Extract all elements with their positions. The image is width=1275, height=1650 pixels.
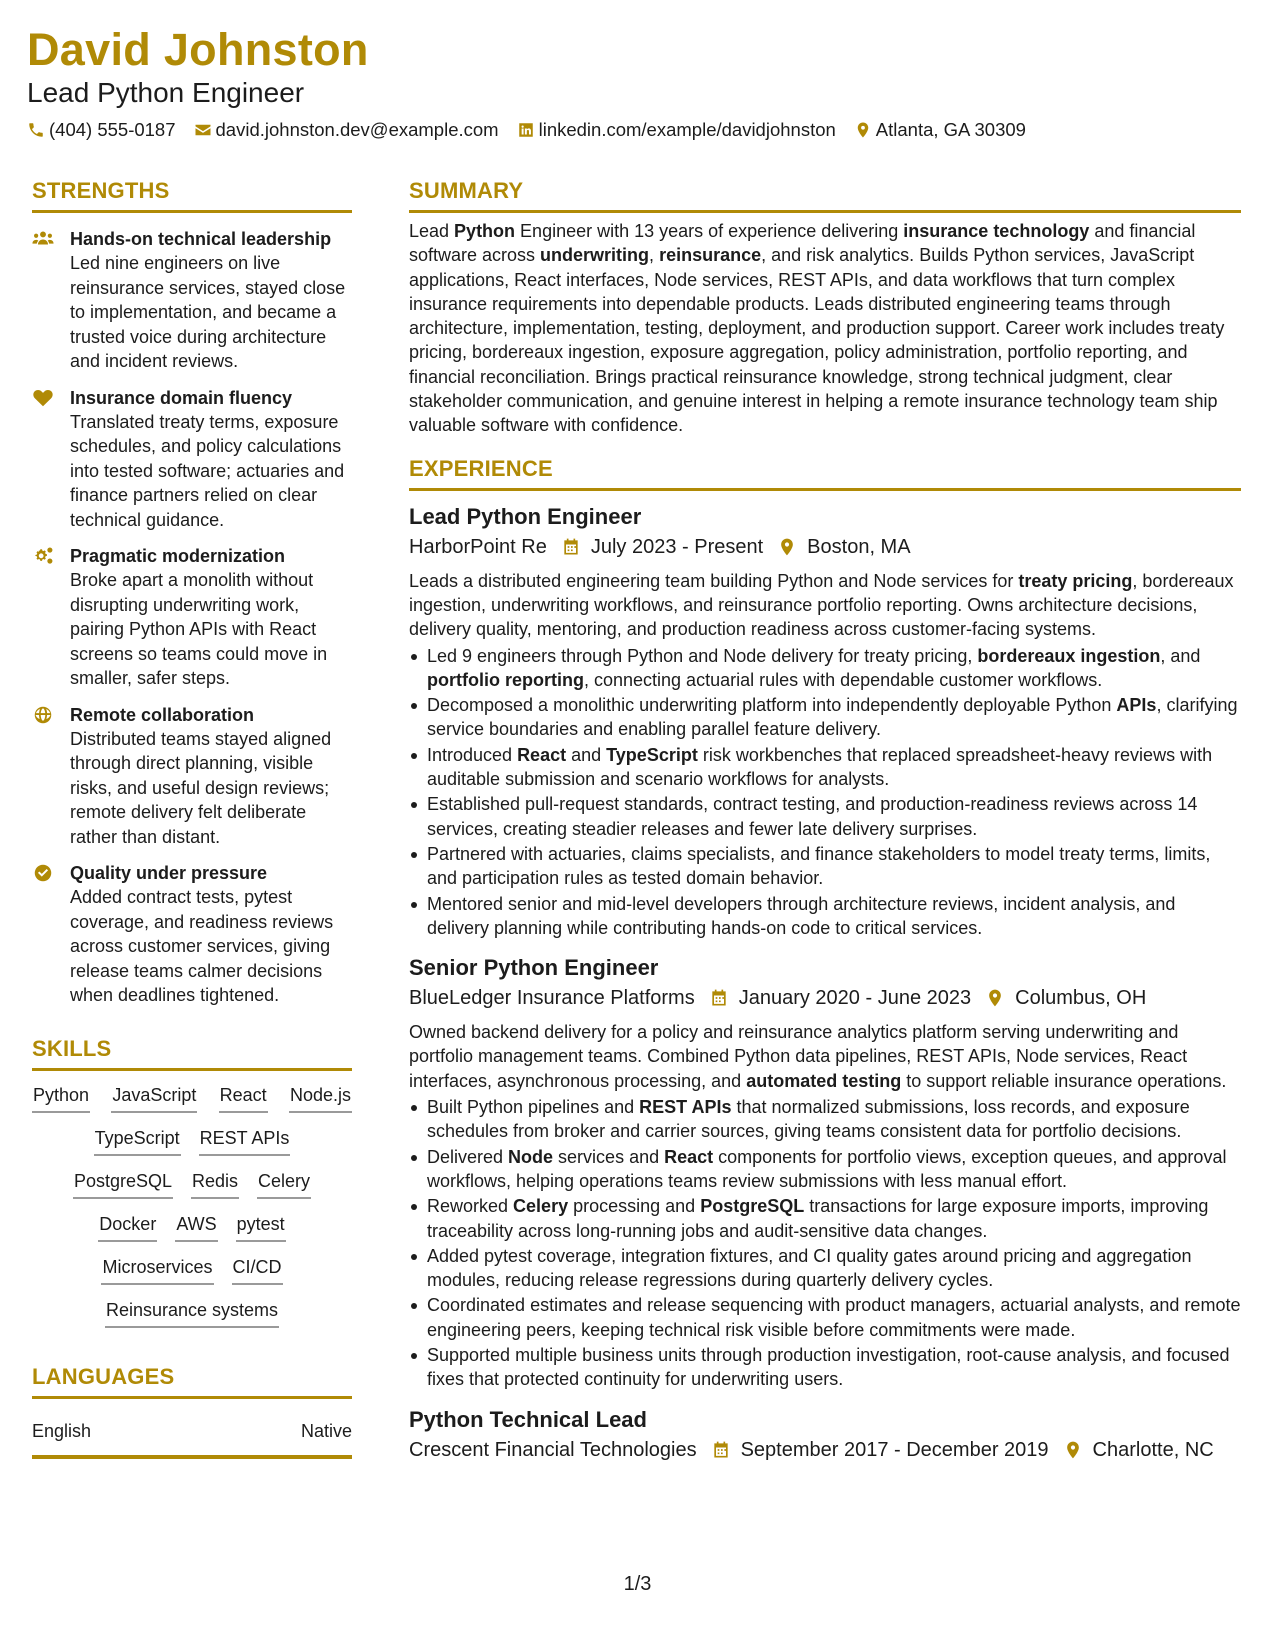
- job-description: Owned backend delivery for a policy and reinsurance analytics platform serving underwriting and portfolio management teams. Combined Python data pipelines, REST APIs, Node services, React interfaces, asynchronous processing, and automated testing to support reliable insurance operations.: [409, 1022, 1227, 1091]
- emphasis-text: automated testing: [746, 1070, 902, 1091]
- skill-tag: Microservices: [101, 1255, 213, 1285]
- job-bullet: Introduced React and TypeScript risk workbenches that replaced spreadsheet-heavy reviews with auditable submission and scenario workflows for analysts.: [409, 743, 1241, 792]
- map-pin-icon: [777, 537, 797, 557]
- emphasis-text: portfolio reporting: [427, 669, 584, 690]
- contact-bar: [27, 118, 1247, 142]
- strengths-heading: STRENGTHS: [32, 178, 170, 203]
- skill-tag: Node.js: [289, 1083, 352, 1113]
- job-bullet: Delivered Node services and React components for portfolio views, exception queues, and approval workflows, helping operations teams review submissions with less manual effort.: [409, 1145, 1241, 1194]
- job-bullet: Reworked Celery processing and PostgreSQL transactions for large exposure imports, improving traceability across long-running jobs and audit-sensitive data changes.: [409, 1194, 1241, 1243]
- experience-heading: EXPERIENCE: [409, 455, 553, 481]
- skill-tag: pytest: [236, 1212, 286, 1242]
- linkedin-icon: [517, 121, 535, 139]
- skill-tag: AWS: [175, 1212, 217, 1242]
- emphasis-text: bordereaux ingestion: [977, 645, 1161, 666]
- summary-text: Lead Python Engineer with 13 years of experience delivering insurance technology and financial software across underwriting, reinsurance, and risk analytics. Builds Python services, JavaScript applications, React interfaces, Node services, REST APIs, and data workflows that turn complex insurance requirements into dependable products. Leads distributed engineering teams through architecture, implementation, testing, deployment, and production support. Career work includes treaty pricing, bordereaux ingestion, exposure aggregation, policy administration, portfolio reporting, and financial reconciliation. Brings practical reinsurance knowledge, strong technical judgment, clear stakeholder communication, and genuine interest in helping a remote insurance technology team ship valuable software with confidence.: [409, 221, 1225, 436]
- emphasis-text: Python: [454, 221, 516, 241]
- job-company: BlueLedger Insurance Platforms: [409, 987, 695, 1010]
- strength-item: [32, 703, 352, 850]
- emphasis-text: Celery: [513, 1196, 569, 1217]
- strength-item: [32, 386, 352, 533]
- job-bullet: Established pull-request standards, contract testing, and production-readiness reviews across 14 services, creating steadier releases and fewer late delivery surprises.: [409, 792, 1241, 841]
- contact-location: [854, 118, 1026, 142]
- envelope-icon: [194, 121, 212, 139]
- jobs-list: [409, 503, 1241, 1464]
- strength-desc: Added contract tests, pytest coverage, and readiness reviews across customer services, giving release teams calmer decisions when deadlines tightened.: [70, 887, 334, 1005]
- language-level: Native: [300, 1420, 352, 1441]
- language-name: English: [32, 1420, 92, 1441]
- skill-tag: PostgreSQL: [73, 1169, 173, 1199]
- language-row: [32, 1419, 352, 1443]
- language-level-bar: [32, 1455, 352, 1459]
- phone-icon: [27, 121, 45, 139]
- candidate-name: David Johnston: [27, 24, 369, 75]
- emphasis-text: React: [517, 744, 567, 765]
- section-divider: [32, 210, 352, 213]
- job-dates: January 2020 - June 2023: [738, 987, 972, 1010]
- skill-tag: Redis: [191, 1169, 239, 1199]
- job-meta: [409, 984, 1241, 1012]
- calendar-icon: [711, 1440, 731, 1460]
- calendar-icon: [709, 988, 729, 1008]
- strengths-section: [32, 176, 352, 1008]
- summary-section: [409, 176, 1241, 438]
- check-circle-icon: [32, 863, 54, 883]
- skill-tag: React: [219, 1083, 268, 1113]
- emphasis-text: treaty pricing: [1018, 570, 1133, 591]
- job-location: Boston, MA: [807, 535, 911, 558]
- strength-desc: Distributed teams stayed aligned through direct planning, visible risks, and useful design reviews; remote delivery felt deliberate rather than distant.: [70, 728, 332, 847]
- strength-desc: Led nine engineers on live reinsurance services, stayed close to implementation, and became a trusted voice during architecture and incident reviews.: [70, 253, 346, 371]
- email-text: david.johnston.dev@example.com: [215, 119, 499, 140]
- contact-linkedin[interactable]: [517, 118, 836, 142]
- experience-section: [409, 454, 1241, 1464]
- right-column: [409, 176, 1241, 1464]
- emphasis-text: REST APIs: [639, 1097, 732, 1118]
- languages-heading: LANGUAGES: [32, 1363, 175, 1389]
- skill-tag: Docker: [98, 1212, 157, 1242]
- contact-phone: [27, 118, 176, 142]
- job-title: Senior Python Engineer: [409, 955, 659, 981]
- gears-icon: [32, 546, 54, 566]
- emphasis-text: TypeScript: [606, 744, 698, 765]
- summary-heading: SUMMARY: [409, 178, 524, 203]
- strength-item: [32, 544, 352, 691]
- job-bullet: Added pytest coverage, integration fixtures, and CI quality gates around pricing and aggregation modules, reducing release regressions during quarterly delivery cycles.: [409, 1244, 1241, 1293]
- job-bullet: Coordinated estimates and release sequencing with product managers, actuarial analysts, and remote engineering peers, keeping technical risk visible before commitments were made.: [409, 1293, 1241, 1342]
- section-divider: [409, 210, 1241, 213]
- map-pin-icon: [1063, 1440, 1083, 1460]
- skill-tag: CI/CD: [232, 1255, 283, 1285]
- skill-tag: REST APIs: [199, 1126, 291, 1156]
- strength-desc: Broke apart a monolith without disrupting underwriting work, pairing Python APIs with React screens so teams could move in smaller, safer steps.: [70, 570, 328, 688]
- strength-desc: Translated treaty terms, exposure schedules, and policy calculations into tested software; actuaries and finance partners relied on clear technical guidance.: [70, 411, 345, 530]
- strength-title: Quality under pressure: [70, 863, 268, 883]
- phone-text: (404) 555-0187: [49, 119, 176, 140]
- skill-tag: Reinsurance systems: [105, 1298, 279, 1328]
- skill-tag: Celery: [257, 1169, 311, 1199]
- job-bullet: Partnered with actuaries, claims specialists, and finance stakeholders to model treaty terms, limits, and participation rules as tested domain behavior.: [409, 842, 1241, 891]
- emphasis-text: Node: [508, 1146, 554, 1167]
- skills-list: [32, 1083, 352, 1328]
- strength-title: Hands-on technical leadership: [70, 229, 332, 249]
- job-bullets: [409, 1095, 1241, 1392]
- users-icon: [32, 229, 54, 249]
- section-divider: [409, 488, 1241, 491]
- job-title: Lead Python Engineer: [409, 503, 642, 529]
- job-meta: [409, 1436, 1241, 1464]
- job-bullet: Built Python pipelines and REST APIs that normalized submissions, loss records, and exposure schedules from broker and carrier sources, giving teams consistent data for portfolio decisions.: [409, 1095, 1241, 1144]
- job-company: HarborPoint Re: [409, 535, 547, 558]
- page-number: 1/3: [623, 1573, 652, 1595]
- skill-tag: Python: [32, 1083, 90, 1113]
- strength-title: Pragmatic modernization: [70, 546, 286, 566]
- skills-section: [32, 1034, 352, 1328]
- strength-item: [32, 861, 352, 1008]
- job-title: Python Technical Lead: [409, 1406, 647, 1432]
- job-entry: [409, 1406, 1241, 1464]
- calendar-icon: [561, 537, 581, 557]
- job-bullet: Mentored senior and mid-level developers through architecture reviews, incident analysis, and delivery planning while contributing hands-on code to critical services.: [409, 892, 1241, 941]
- globe-icon: [32, 705, 54, 725]
- emphasis-text: PostgreSQL: [700, 1196, 805, 1217]
- skills-heading: SKILLS: [32, 1035, 112, 1061]
- job-dates: September 2017 - December 2019: [740, 1438, 1049, 1461]
- skill-tag: JavaScript: [111, 1083, 197, 1113]
- languages-section: [32, 1362, 352, 1459]
- job-bullet: Led 9 engineers through Python and Node delivery for treaty pricing, bordereaux ingestion, and portfolio reporting, connecting actuarial rules with dependable customer workflows.: [409, 644, 1241, 693]
- strength-item: [32, 227, 352, 374]
- skill-tag: TypeScript: [94, 1126, 181, 1156]
- map-pin-icon: [985, 988, 1005, 1008]
- heart-icon: [32, 388, 54, 408]
- section-divider: [32, 1396, 352, 1399]
- map-pin-icon: [854, 121, 872, 139]
- job-meta: [409, 533, 1241, 561]
- job-dates: July 2023 - Present: [590, 535, 764, 558]
- left-column: [32, 176, 352, 1459]
- section-divider: [32, 1068, 352, 1071]
- job-entry: [409, 954, 1241, 1391]
- linkedin-text: linkedin.com/example/davidjohnston: [538, 119, 836, 140]
- strength-title: Remote collaboration: [70, 704, 255, 725]
- candidate-role: Lead Python Engineer: [27, 77, 305, 108]
- job-location: Charlotte, NC: [1092, 1438, 1214, 1461]
- emphasis-text: insurance technology: [903, 221, 1090, 241]
- contact-email[interactable]: [194, 118, 499, 142]
- resume-header: [27, 22, 1247, 142]
- job-company: Crescent Financial Technologies: [409, 1438, 697, 1461]
- strengths-list: [32, 227, 352, 1008]
- job-description: Leads a distributed engineering team building Python and Node services for treaty pricing, bordereaux ingestion, underwriting workflows, and reinsurance portfolio reporting. Owns architecture decisions, delivery quality, mentoring, and production readiness across customer-facing systems.: [409, 570, 1234, 640]
- job-bullet: Decomposed a monolithic underwriting platform into independently deployable Python APIs, clarifying service boundaries and enabling parallel feature delivery.: [409, 693, 1241, 742]
- emphasis-text: underwriting: [540, 245, 650, 266]
- strength-title: Insurance domain fluency: [70, 387, 293, 408]
- job-bullet: Supported multiple business units through production investigation, root-cause analysis, and focused fixes that protected continuity for underwriting users.: [409, 1343, 1241, 1392]
- emphasis-text: React: [664, 1146, 714, 1167]
- location-text: Atlanta, GA 30309: [875, 119, 1026, 140]
- job-bullets: [409, 644, 1241, 941]
- job-entry: [409, 503, 1241, 940]
- job-location: Columbus, OH: [1015, 987, 1147, 1010]
- emphasis-text: reinsurance: [659, 245, 762, 266]
- emphasis-text: APIs: [1116, 695, 1157, 716]
